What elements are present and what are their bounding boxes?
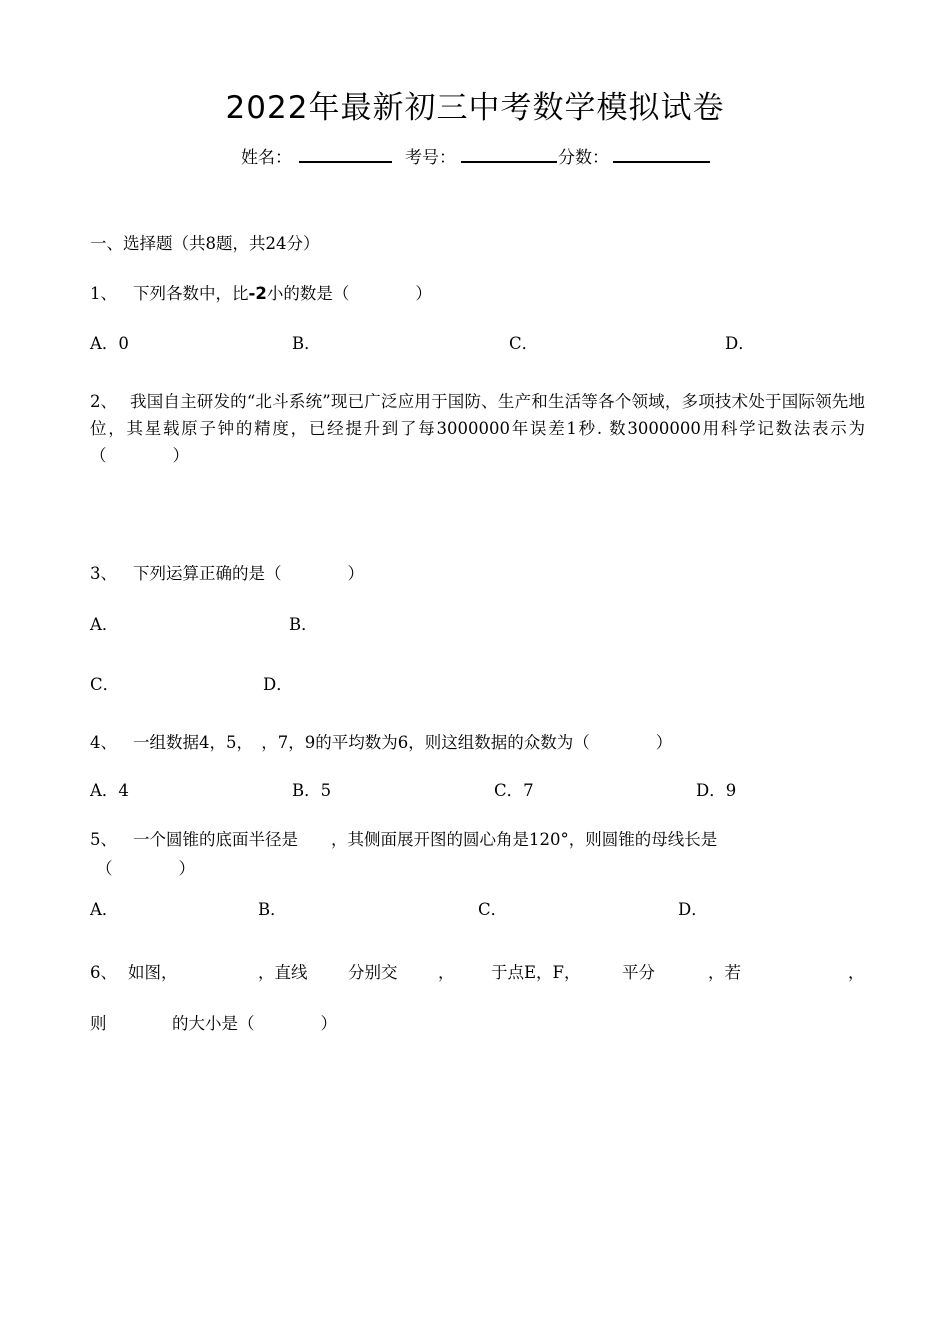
question-text: 一组数据4，5， ，7，9的平均数为6，则这组数据的众数为（ ）	[133, 733, 673, 752]
section-heading: 一、选择题（共8题，共24分）	[90, 234, 320, 253]
question-emphasis: -2	[248, 284, 267, 303]
q5-option-b: B．	[258, 900, 287, 919]
question-6-part: 分别交	[348, 963, 398, 982]
question-6-part: 于点E，F，	[491, 963, 581, 982]
name-blank	[299, 143, 392, 163]
exam-no-blank	[461, 143, 557, 163]
q4-option-a: A．4	[90, 781, 129, 800]
question-3	[90, 560, 364, 587]
q1-option-b: B．	[292, 334, 321, 353]
question-6-line2-start: 则	[90, 1014, 107, 1033]
question-5-answer-paren: （ ）	[96, 859, 195, 878]
question-6-part: ，直线	[258, 963, 308, 982]
q4-option-d: D．9	[696, 781, 737, 800]
q1-option-d: D．	[725, 334, 755, 353]
question-text: 下列各数中，比	[133, 284, 249, 303]
q5-option-a: A．	[90, 900, 119, 919]
q3-option-a: A．	[90, 615, 119, 634]
question-6-part: ，	[848, 963, 865, 982]
q5-option-d: D．	[678, 900, 708, 919]
question-1	[90, 280, 432, 307]
question-6-part: 平分	[622, 963, 655, 982]
question-6-part: ，若	[708, 963, 741, 982]
q3-option-b: B．	[289, 615, 318, 634]
score-blank	[613, 143, 710, 163]
question-6-part: ，	[438, 963, 455, 982]
question-6-line2-end: 的大小是（ ）	[172, 1014, 337, 1033]
question-number: 1、	[90, 284, 117, 303]
question-6-part: 如图，	[128, 963, 178, 982]
score-label: 分数：	[558, 148, 609, 168]
q3-option-c: C．	[90, 675, 120, 694]
question-text: 下列运算正确的是（ ）	[133, 564, 364, 583]
question-number: 3、	[90, 564, 117, 583]
question-6-number: 6、	[90, 963, 117, 982]
question-text-after: 小的数是（ ）	[266, 284, 432, 303]
q1-option-a: A．0	[90, 334, 129, 353]
question-number: 5、	[90, 830, 117, 849]
exam-no-label: 考号：	[405, 148, 456, 168]
question-4	[90, 729, 672, 756]
q4-option-c: C．7	[494, 781, 534, 800]
question-text: 一个圆锥的底面半径是 ，其侧面展开图的圆心角是120°，则圆锥的母线长是	[133, 830, 718, 849]
name-label: 姓名：	[241, 148, 292, 168]
q1-option-c: C．	[509, 334, 539, 353]
question-number: 4、	[90, 733, 117, 752]
q4-option-b: B．5	[292, 781, 332, 800]
q5-option-c: C．	[478, 900, 508, 919]
q3-option-d: D．	[263, 675, 293, 694]
question-2-number: 2、	[90, 392, 117, 411]
question-5	[90, 826, 717, 853]
question-2-text: 我国自主研发的“北斗系统”现已广泛应用于国防、生产和生活等各个领域，多项技术处于国际领先地位，其星载原子钟的精度，已经提升到了每3000000年误差1秒. 数3000000用科学记数法表示为（ ）	[90, 392, 865, 465]
page-title: 2022年最新初三中考数学模拟试卷	[225, 90, 725, 126]
